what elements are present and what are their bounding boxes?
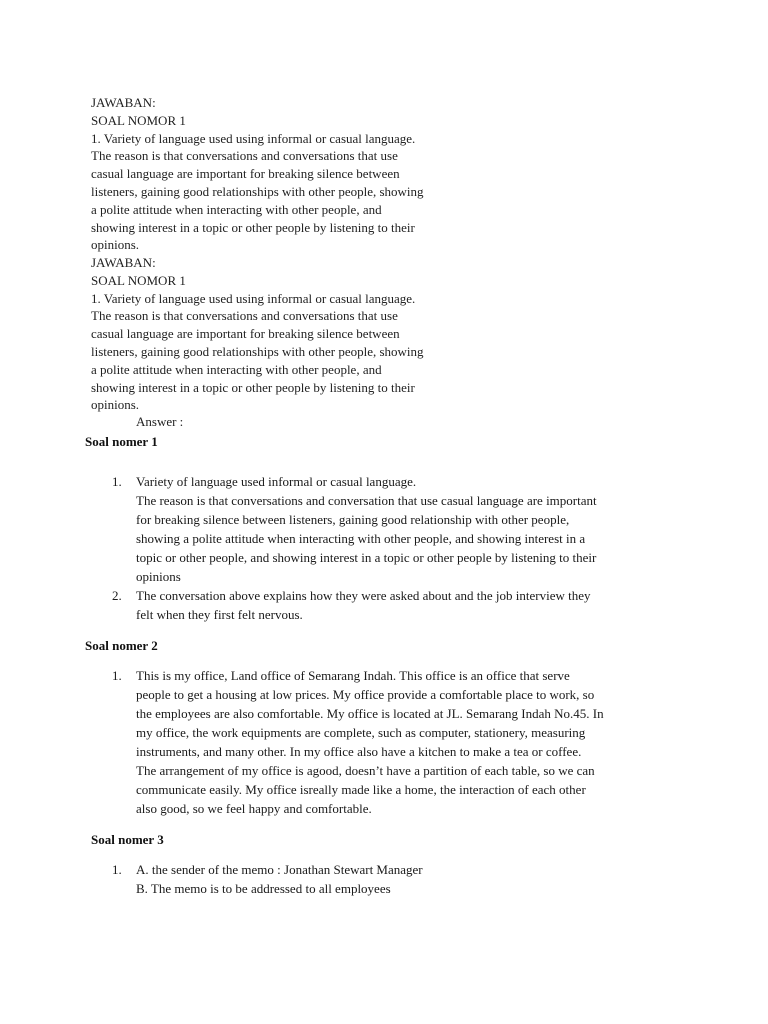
jawaban-block-1 bbox=[91, 94, 511, 254]
text-line: The reason is that conversations and conversations that use bbox=[91, 308, 398, 324]
text-line: SOAL NOMOR 1 bbox=[91, 272, 186, 288]
text-line: The arrangement of my office is agood, doesn’t have a partition of each table, so we can bbox=[136, 763, 595, 778]
text-line: casual language are important for breaking silence between bbox=[91, 326, 400, 342]
text-line: 1. Variety of language used using informal or casual language. bbox=[91, 130, 416, 146]
text-line: showing a polite attitude when interacting with other people, and showing interest in a bbox=[136, 531, 586, 546]
jawaban-block-2 bbox=[91, 254, 511, 414]
text-line: the employees are also comfortable. My office is located at JL. Semarang Indah No.45. In bbox=[136, 706, 604, 721]
section-heading-soal-1: Soal nomer 1 bbox=[85, 434, 158, 449]
text-line: a polite attitude when interacting with other people, and bbox=[91, 361, 382, 377]
text-line: opinions. bbox=[91, 237, 140, 253]
text-line: opinions bbox=[136, 569, 181, 584]
list-item bbox=[112, 586, 692, 624]
text-line: casual language are important for breaking silence between bbox=[91, 166, 400, 182]
text-line: felt when they first felt nervous. bbox=[136, 607, 303, 622]
text-line: The conversation above explains how they were asked about and the job interview they bbox=[136, 588, 591, 603]
list-item bbox=[112, 666, 692, 818]
soal-1-list bbox=[112, 472, 692, 624]
section-heading-soal-3: Soal nomer 3 bbox=[91, 832, 164, 847]
text-line: The reason is that conversations and conversation that use casual language are important bbox=[136, 493, 597, 508]
text-line: listeners, gaining good relationships with other people, showing bbox=[91, 183, 424, 199]
text-line: a polite attitude when interacting with other people, and bbox=[91, 201, 382, 217]
text-line: 1. Variety of language used using informal or casual language. bbox=[91, 290, 416, 306]
text-line: The reason is that conversations and conversations that use bbox=[91, 148, 398, 164]
text-line: instruments, and many other. In my office also have a kitchen to make a tea or coffee. bbox=[136, 744, 582, 759]
soal-2-list bbox=[112, 666, 692, 818]
answer-label: Answer : bbox=[136, 414, 184, 429]
text-line: topic or other people, and showing interest in a topic or other people by listening to their bbox=[136, 550, 597, 565]
list-number: 1. bbox=[112, 862, 122, 877]
text-line: for breaking silence between listeners, gaining good relationship with other people, bbox=[136, 512, 570, 527]
text-line: communicate easily. My office isreally made like a home, the interaction of each other bbox=[136, 782, 586, 797]
text-line: listeners, gaining good relationships with other people, showing bbox=[91, 343, 424, 359]
text-line: showing interest in a topic or other people by listening to their bbox=[91, 379, 415, 395]
list-number: 2. bbox=[112, 588, 122, 603]
list-item bbox=[112, 860, 692, 898]
list-item bbox=[112, 472, 692, 586]
text-line: showing interest in a topic or other people by listening to their bbox=[91, 219, 415, 235]
list-number: 1. bbox=[112, 474, 122, 489]
text-line: This is my office, Land office of Semarang Indah. This office is an office that serve bbox=[136, 668, 570, 683]
text-line: JAWABAN: bbox=[91, 95, 156, 110]
text-line: my office, the work equipments are complete, such as computer, stationery, measuring bbox=[136, 725, 586, 740]
text-line: JAWABAN: bbox=[91, 255, 156, 270]
text-line: SOAL NOMOR 1 bbox=[91, 112, 186, 128]
text-line: people to get a housing at low prices. My office provide a comfortable place to work, so bbox=[136, 687, 595, 702]
text-line: Variety of language used informal or casual language. bbox=[136, 474, 417, 489]
section-heading-soal-2: Soal nomer 2 bbox=[85, 638, 158, 653]
soal-3-list bbox=[112, 860, 692, 898]
text-line: also good, so we feel happy and comfortable. bbox=[136, 801, 372, 816]
text-line: B. The memo is to be addressed to all employees bbox=[136, 881, 391, 896]
text-line: opinions. bbox=[91, 397, 140, 413]
text-line: A. the sender of the memo : Jonathan Stewart Manager bbox=[136, 862, 423, 877]
list-number: 1. bbox=[112, 668, 122, 683]
